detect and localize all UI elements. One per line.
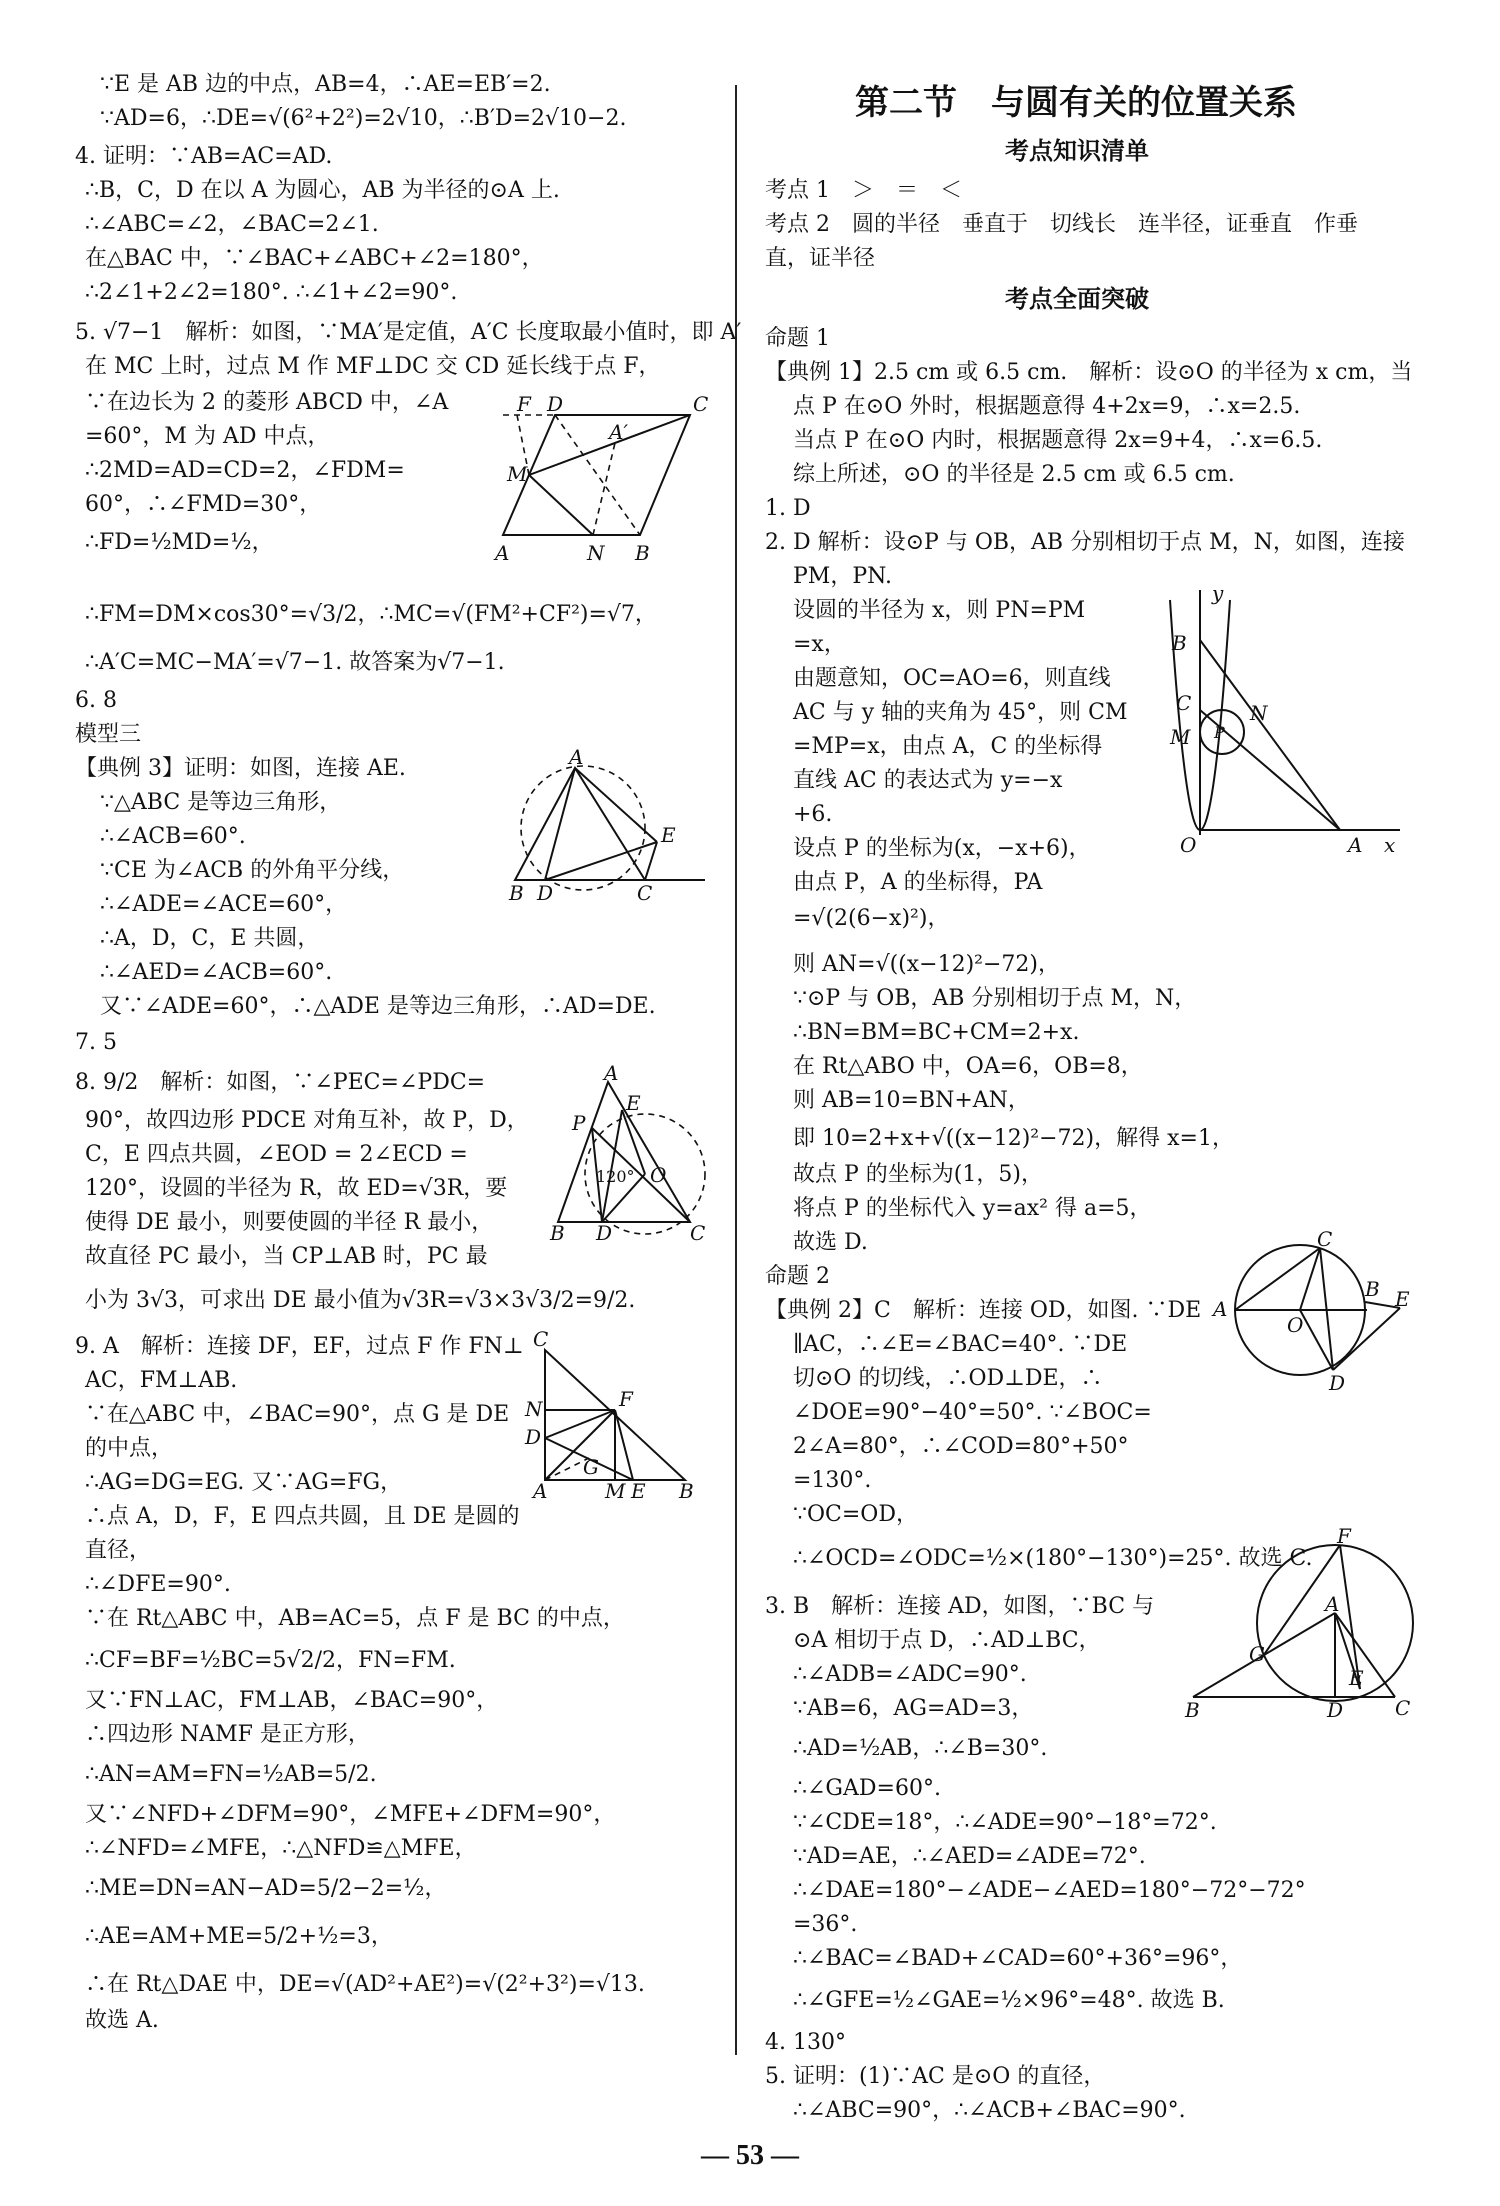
text-line: ∥AC，∴∠E=∠BAC=40°. ∵DE bbox=[793, 1332, 1128, 1357]
text-line: ∴B，C，D 在以 A 为圆心，AB 为半径的⊙A 上. bbox=[85, 178, 560, 203]
text-line: 由点 P，A 的坐标得，PA bbox=[793, 870, 1043, 895]
circle3-figure bbox=[1185, 1524, 1415, 1722]
fig-label: F bbox=[619, 1387, 633, 1411]
fig-label: x bbox=[1384, 833, 1396, 857]
text-line: 故选 A. bbox=[85, 2008, 159, 2033]
text-line: ∴∠AED=∠ACB=60°. bbox=[100, 960, 333, 985]
fig-label: F bbox=[1337, 1524, 1351, 1548]
fig-label: E bbox=[661, 823, 676, 847]
fig-label: O bbox=[1287, 1313, 1304, 1337]
text-line: ∴∠ADE=∠ACE=60°， bbox=[100, 892, 348, 917]
fig-label: C bbox=[1317, 1227, 1333, 1251]
fig-label: D bbox=[1327, 1698, 1344, 1722]
equilateral-figure bbox=[505, 745, 705, 905]
text-line: 又∵FN⊥AC，FM⊥AB，∠BAC=90°， bbox=[85, 1688, 499, 1713]
text-line: 1. D bbox=[765, 496, 811, 521]
text-line: ∴AE=AM+ME=5/2+½=3， bbox=[85, 1924, 393, 1949]
text-line: ∴∠DFE=90°. bbox=[85, 1572, 231, 1597]
text-line: AC 与 y 轴的夹角为 45°，则 CM bbox=[793, 700, 1128, 725]
text-line: ∴A′C=MC−MA′=√7−1. 故答案为√7−1. bbox=[85, 650, 505, 675]
text-line: 5. 证明：(1)∵AC 是⊙O 的直径， bbox=[765, 2064, 1106, 2089]
text-line: 命题 1 bbox=[765, 326, 830, 351]
text-line: ∴AG=DG=EG. 又∵AG=FG， bbox=[85, 1470, 403, 1495]
text-line: 考点 1 ＞ ＝ ＜ bbox=[765, 178, 962, 203]
text-line: AC，FM⊥AB. bbox=[85, 1368, 238, 1393]
text-line: ∵AB=6，AG=AD=3， bbox=[793, 1696, 1034, 1721]
text-line: ∴2MD=AD=CD=2，∠FDM= bbox=[85, 458, 405, 483]
fig-label: M bbox=[1170, 725, 1191, 749]
text-line: 又∵∠ADE=60°，∴△ADE 是等边三角形，∴AD=DE. bbox=[100, 994, 656, 1019]
text-line: 由题意知，OC=AO=6，则直线 bbox=[793, 666, 1111, 691]
fig-label: B bbox=[679, 1479, 694, 1503]
fig-label: A′ bbox=[609, 420, 628, 444]
text-line: 模型三 bbox=[75, 722, 142, 747]
fig-label: G bbox=[583, 1455, 599, 1479]
fig9-figure bbox=[525, 1327, 705, 1503]
text-line: ∵∠CDE=18°，∴∠ADE=90°−18°=72°. bbox=[793, 1810, 1217, 1835]
text-line: 直径， bbox=[85, 1538, 152, 1563]
text-line: 60°，∴∠FMD=30°， bbox=[85, 492, 322, 517]
text-line: 考点全面突破 bbox=[1005, 285, 1149, 313]
text-line: 4. 证明：∵AB=AC=AD. bbox=[75, 144, 333, 169]
text-line: 4. 130° bbox=[765, 2030, 846, 2055]
text-line: ∴2∠1+2∠2=180°. ∴∠1+∠2=90°. bbox=[85, 280, 458, 305]
fig-label: A bbox=[1213, 1297, 1228, 1321]
text-line: 2. D 解析：设⊙P 与 OB，AB 分别相切于点 M，N，如图，连接 bbox=[765, 530, 1405, 555]
text-line: 【典例 3】证明：如图，连接 AE. bbox=[75, 756, 406, 781]
text-line: 又∵∠NFD+∠DFM=90°，∠MFE+∠DFM=90°， bbox=[85, 1802, 616, 1827]
text-line: 故直径 PC 最小，当 CP⊥AB 时，PC 最 bbox=[85, 1244, 488, 1269]
fig-label: N bbox=[587, 541, 605, 565]
text-line: 考点知识清单 bbox=[1005, 137, 1149, 165]
text-line: 9. A 解析：连接 DF，EF，过点 F 作 FN⊥ bbox=[75, 1334, 524, 1359]
fig-label: B bbox=[1185, 1698, 1200, 1722]
text-line: ∴∠ADB=∠ADC=90°. bbox=[793, 1662, 1027, 1687]
text-line: 【典例 2】C 解析：连接 OD，如图. ∵DE bbox=[765, 1298, 1202, 1323]
text-line: ⊙A 相切于点 D，∴AD⊥BC， bbox=[793, 1628, 1101, 1653]
fig-label: C bbox=[1395, 1696, 1411, 1720]
text-line: 设点 P 的坐标为(x，−x+6)， bbox=[793, 836, 1091, 861]
text-line: 点 P 在⊙O 外时，根据题意得 4+2x=9，∴x=2.5. bbox=[793, 394, 1301, 419]
fig-label: C bbox=[690, 1221, 706, 1245]
text-line: 即 10=2+x+√((x−12)²−72)，解得 x=1， bbox=[793, 1126, 1234, 1151]
fig-label: A bbox=[1325, 1592, 1340, 1616]
column-divider bbox=[735, 85, 737, 2055]
fig-label: A bbox=[495, 541, 510, 565]
text-line: ∴FM=DM×cos30°=√3/2，∴MC=√(FM²+CF²)=√7， bbox=[85, 602, 657, 627]
text-line: 6. 8 bbox=[75, 688, 117, 713]
text-line: 【典例 1】2.5 cm 或 6.5 cm. 解析：设⊙O 的半径为 x cm，当 bbox=[765, 360, 1413, 385]
text-line: +6. bbox=[793, 802, 833, 827]
fig-label: C bbox=[693, 392, 709, 416]
text-line: 切⊙O 的切线，∴OD⊥DE，∴ bbox=[793, 1366, 1103, 1391]
fig-label: A bbox=[569, 745, 584, 769]
text-line: PM，PN. bbox=[793, 564, 892, 589]
fig-label: A bbox=[1348, 833, 1363, 857]
fig-label: D bbox=[596, 1221, 613, 1245]
text-line: 将点 P 的坐标代入 y=ax² 得 a=5， bbox=[793, 1196, 1152, 1221]
fig-label: A bbox=[533, 1479, 548, 1503]
text-line: ∵⊙P 与 OB，AB 分别相切于点 M，N， bbox=[793, 986, 1197, 1011]
text-line: 7. 5 bbox=[75, 1030, 117, 1055]
text-line: ∴∠GFE=½∠GAE=½×96°=48°. 故选 B. bbox=[793, 1988, 1225, 2013]
text-line: 使得 DE 最小，则要使圆的半径 R 最小， bbox=[85, 1210, 494, 1235]
fig-label: D bbox=[1329, 1371, 1346, 1395]
text-line: 考点 2 圆的半径 垂直于 切线长 连半径，证垂直 作垂 bbox=[765, 212, 1358, 237]
text-line: =60°，M 为 AD 中点， bbox=[85, 424, 330, 449]
text-line: 5. √7−1 解析：如图，∵MA′是定值，A′C 长度取最小值时，即 A′ bbox=[75, 320, 742, 345]
fig-label: G bbox=[1249, 1642, 1265, 1666]
page-number: 53 bbox=[736, 2140, 764, 2171]
fig-label: N bbox=[1250, 701, 1268, 725]
text-line: ∵在边长为 2 的菱形 ABCD 中，∠A bbox=[85, 390, 449, 415]
fig-label: B bbox=[1365, 1277, 1380, 1301]
fig-label: P bbox=[1214, 723, 1225, 742]
text-line: 90°，故四边形 PDCE 对角互补，故 P，D， bbox=[85, 1108, 529, 1133]
text-line: 直，证半径 bbox=[765, 246, 876, 271]
fig-label: P bbox=[572, 1111, 586, 1135]
text-line: 命题 2 bbox=[765, 1264, 830, 1289]
fig-label: B bbox=[1172, 631, 1187, 655]
text-line: 的中点， bbox=[85, 1436, 174, 1461]
text-line: 在△BAC 中，∵∠BAC+∠ABC+∠2=180°， bbox=[85, 246, 544, 271]
fig-label: y bbox=[1212, 581, 1224, 605]
text-line: ∵AD=AE，∴∠AED=∠ADE=72°. bbox=[793, 1844, 1146, 1869]
text-line: ∴∠DAE=180°−∠ADE−∠AED=180°−72°−72° bbox=[793, 1878, 1306, 1903]
text-line: 故点 P 的坐标为(1，5)， bbox=[793, 1162, 1043, 1187]
text-line: ∵在 Rt△ABC 中，AB=AC=5，点 F 是 BC 的中点， bbox=[85, 1606, 625, 1631]
text-line: 直线 AC 的表达式为 y=−x bbox=[793, 768, 1063, 793]
fig-label: N bbox=[525, 1397, 543, 1421]
text-line: 在 MC 上时，过点 M 作 MF⊥DC 交 CD 延长线于点 F， bbox=[85, 354, 661, 379]
text-line: ∴∠OCD=∠ODC=½×(180°−130°)=25°. 故选 C. bbox=[793, 1546, 1313, 1571]
text-line: ∴在 Rt△DAE 中，DE=√(AD²+AE²)=√(2²+3²)=√13. bbox=[85, 1972, 645, 1997]
fig-label: C bbox=[1176, 691, 1192, 715]
text-line: 综上所述，⊙O 的半径是 2.5 cm 或 6.5 cm. bbox=[793, 462, 1235, 487]
fig-label: M bbox=[605, 1479, 626, 1503]
parabola-figure bbox=[1150, 580, 1405, 857]
page-footer: — 53 — bbox=[701, 2140, 799, 2171]
fig-label: D bbox=[525, 1425, 542, 1449]
text-line: ∠DOE=90°−40°=50°. ∵∠BOC= bbox=[793, 1400, 1152, 1425]
text-line: ∵OC=OD， bbox=[793, 1502, 918, 1527]
text-line: 8. 9/2 解析：如图，∵∠PEC=∠PDC= bbox=[75, 1070, 486, 1095]
text-line: =x， bbox=[793, 632, 846, 657]
text-line: 2∠A=80°，∴∠COD=80°+50° bbox=[793, 1434, 1129, 1459]
text-line: 故选 D. bbox=[793, 1230, 868, 1255]
fig-label: O bbox=[1180, 833, 1197, 857]
fig-label: E bbox=[626, 1091, 641, 1115]
text-line: 第二节 与圆有关的位置关系 bbox=[855, 83, 1297, 123]
text-line: ∵△ABC 是等边三角形， bbox=[100, 790, 342, 815]
text-line: ∴∠ABC=90°，∴∠ACB+∠BAC=90°. bbox=[793, 2098, 1186, 2123]
fig-label: B bbox=[550, 1221, 565, 1245]
text-line: ∴ME=DN=AN−AD=5/2−2=½， bbox=[85, 1876, 447, 1901]
text-line: 120°，设圆的半径为 R，故 ED=√3R，要 bbox=[85, 1176, 508, 1201]
text-line: =MP=x，由点 A，C 的坐标得 bbox=[793, 734, 1103, 759]
fig-label: B bbox=[635, 541, 650, 565]
text-line: 设圆的半径为 x，则 PN=PM bbox=[793, 598, 1086, 623]
fig-label: 120° bbox=[596, 1167, 635, 1186]
text-line: 在 Rt△ABO 中，OA=6，OB=8， bbox=[793, 1054, 1143, 1079]
text-line: ∴四边形 NAMF 是正方形， bbox=[85, 1722, 370, 1747]
text-line: =36°. bbox=[793, 1912, 858, 1937]
text-line: ∴∠ABC=∠2，∠BAC=2∠1. bbox=[85, 212, 379, 237]
fig-label: A bbox=[604, 1061, 619, 1085]
fig-label: D bbox=[547, 392, 564, 416]
text-line: ∵AD=6，∴DE=√(6²+2²)=2√10，∴B′D=2√10−2. bbox=[100, 106, 627, 131]
fig-label: F bbox=[517, 392, 531, 416]
fig-label: C bbox=[637, 881, 653, 905]
text-line: =130°. bbox=[793, 1468, 872, 1493]
text-line: ∴FD=½MD=½， bbox=[85, 530, 274, 555]
text-line: ∵E 是 AB 边的中点，AB=4，∴AE=EB′=2. bbox=[100, 72, 551, 97]
text-line: =√(2(6−x)²)， bbox=[793, 906, 950, 931]
fig-label: O bbox=[650, 1163, 667, 1187]
text-line: ∴AN=AM=FN=½AB=5/2. bbox=[85, 1762, 377, 1787]
fig-label: E bbox=[631, 1479, 646, 1503]
fig-label: M bbox=[507, 462, 528, 486]
fig-label: E bbox=[1395, 1287, 1410, 1311]
text-line: ∴∠NFD=∠MFE，∴△NFD≌△MFE， bbox=[85, 1836, 477, 1861]
fig8-figure bbox=[550, 1061, 715, 1245]
text-line: ∴A，D，C，E 共圆， bbox=[100, 926, 320, 951]
text-line: C，E 四点共圆，∠EOD = 2∠ECD = bbox=[85, 1142, 468, 1167]
text-line: ∴AD=½AB，∴∠B=30°. bbox=[793, 1736, 1048, 1761]
fig-label: B bbox=[509, 881, 524, 905]
text-line: ∴∠BAC=∠BAD+∠CAD=60°+36°=96°， bbox=[793, 1946, 1243, 1971]
text-line: ∴点 A，D，F，E 四点共圆，且 DE 是圆的 bbox=[85, 1504, 520, 1529]
text-line: ∵CE 为∠ACB 的外角平分线， bbox=[100, 858, 405, 883]
text-line: ∵在△ABC 中，∠BAC=90°，点 G 是 DE bbox=[85, 1402, 510, 1427]
text-line: 则 AB=10=BN+AN， bbox=[793, 1088, 1030, 1113]
text-line: 当点 P 在⊙O 内时，根据题意得 2x=9+4，∴x=6.5. bbox=[793, 428, 1323, 453]
rhombus-figure bbox=[495, 392, 709, 570]
text-line: ∴BN=BM=BC+CM=2+x. bbox=[793, 1020, 1080, 1045]
fig-label: D bbox=[537, 881, 554, 905]
text-line: 则 AN=√((x−12)²−72)， bbox=[793, 952, 1060, 977]
circle2-figure bbox=[1205, 1227, 1415, 1395]
text-line: ∴∠ACB=60°. bbox=[100, 824, 246, 849]
fig-label: C bbox=[533, 1327, 549, 1351]
text-line: 小为 3√3，可求出 DE 最小值为√3R=√3×3√3/2=9/2. bbox=[85, 1288, 636, 1313]
text-line: ∴∠GAD=60°. bbox=[793, 1776, 941, 1801]
text-line: 3. B 解析：连接 AD，如图，∵BC 与 bbox=[765, 1594, 1155, 1619]
fig-label: E bbox=[1349, 1666, 1364, 1690]
text-line: ∴CF=BF=½BC=5√2/2，FN=FM. bbox=[85, 1648, 456, 1673]
